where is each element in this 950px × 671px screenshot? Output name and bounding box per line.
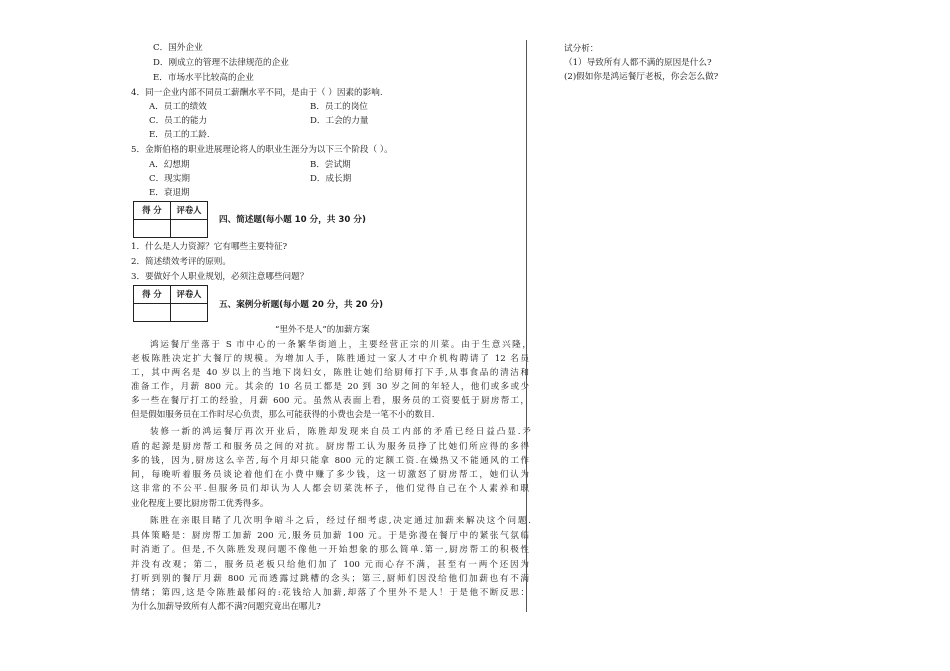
q4-option-a: A．员工的绩效 [149, 102, 207, 112]
score-label: 得 分 [134, 286, 171, 304]
section-4-question-1: 1．什么是人力资源？它有哪些主要特征? [131, 242, 288, 252]
q4-option-c: C．员工的能力 [149, 116, 208, 126]
case-line: 时消逝了。但是,不久陈胜发现问题不像他一开始想象的那么简单.第一,厨房帮工的积极性 [131, 545, 529, 555]
grader-cell [171, 220, 208, 238]
score-box [133, 285, 208, 322]
case-line: 准备工作，月薪 800 元。其余的 10 名员工都是 20 到 30 岁之间的年轻人，他们或多或少 [131, 382, 529, 392]
case-line: 具体策略是：厨房帮工加薪 200 元,服务员加薪 100 元。于是弥漫在餐厅中的紧张气氛临 [131, 531, 529, 541]
q5-stem: 5．金斯伯格的职业进展理论将人的职业生涯分为以下三个阶段（ ）。 [131, 145, 393, 155]
score-cell [134, 220, 171, 238]
case-line: 鸿运餐厅坐落于 S 市中心的一条繁华街道上，主要经营正宗的川菜。由于生意兴隆， [150, 340, 531, 350]
grader-label: 评卷人 [171, 286, 208, 304]
q5-option-e: E．衰退期 [149, 188, 190, 198]
case-line: 多的钱，因为,厨房这么辛苦,每个月却只能拿 800 元的定额工资.在燥热又不能通风的工作 [131, 456, 529, 466]
section-5-title: 五、案例分析题(每小题 20 分，共 20 分) [219, 300, 384, 310]
case-title: “里外不是人”的加薪方案 [275, 325, 370, 335]
case-line: 工，其中两名是 40 岁以上的当地下岗妇女，陈胜让她们给厨师打下手,从事食品的清洁和 [131, 368, 529, 378]
score-box [133, 201, 208, 238]
analysis-question-2: (2)假如你是鸿运餐厅老板，你会怎么做? [564, 72, 719, 82]
section-4-question-2: 2．简述绩效考评的原则。 [131, 257, 231, 267]
case-line: 但是假如服务员在工作时尽心负责，那么可能获得的小费也会是一笔不小的数目. [131, 410, 435, 420]
q3-option-d: D．刚成立的管理不法律规范的企业 [153, 58, 289, 68]
grader-label: 评卷人 [171, 202, 208, 220]
section-4-question-3: 3．要做好个人职业规划，必须注意哪些问题？ [131, 272, 309, 282]
case-line: 老板陈胜决定扩大餐厅的规模。为增加人手，陈胜通过一家人才中介机构聘请了 12 名员 [131, 354, 529, 364]
case-line: 业化程度上要比厨房帮工优秀得多。 [131, 499, 269, 509]
section-4-title: 四、简述题(每小题 10 分，共 30 分) [219, 215, 366, 225]
case-line: 打听到别的餐厅月薪 800 元而透露过跳槽的念头；第三,厨师们因没给他们加薪也有不满 [131, 574, 529, 584]
q5-option-d: D．成长期 [310, 174, 352, 184]
q3-option-e: E．市场水平比较高的企业 [153, 73, 254, 83]
q5-option-a: A．幻想期 [149, 160, 190, 170]
case-line: 情绪；第四,这是令陈胜最郁闷的:花钱给人加薪,却落了个里外不是人！于是他不断反思： [131, 588, 529, 598]
q5-option-b: B．尝试期 [310, 160, 351, 170]
case-line: 间，每晚听着服务员谈论着他们在小费中赚了多少钱，这一切激怒了厨房帮工，她们认为 [131, 470, 529, 480]
case-line: 这非常的不公平.但服务员们却认为人人都会切菜洗杯子，他们觉得自己在个人素养和职 [131, 484, 529, 494]
case-line: 陈胜在亲眼目睹了几次明争暗斗之后，经过仔细考虑,决定通过加薪来解决这个问题. [150, 516, 531, 526]
case-line: 装修一新的鸿运餐厅再次开业后，陈胜却发现来自员工内部的矛盾已经日益凸显.矛 [150, 427, 531, 437]
q3-option-c: C．国外企业 [153, 43, 203, 53]
column-divider [526, 40, 527, 612]
q5-option-c: C．现实期 [149, 174, 190, 184]
analysis-heading: 试分析： [564, 44, 599, 54]
case-line: 为什么加薪导致所有人都不满?问题究竟出在哪儿? [131, 602, 321, 612]
q4-option-d: D．工会的力量 [310, 116, 369, 126]
q4-stem: 4．同一企业内部不同员工薪酬水平不同，是由于（ ）因素的影响. [131, 88, 383, 98]
analysis-question-1: （1）导致所有人都不满的原因是什么? [564, 58, 712, 68]
case-line: 并没有改观；第二，服务员老板只给他们加了 100 元而心存不满，甚至有一两个还因为 [131, 560, 529, 570]
q4-option-b: B．员工的岗位 [310, 102, 368, 112]
case-line: 盾的起源是厨房帮工和服务员之间的对抗。厨房帮工认为服务员挣了比她们所应得的多得 [131, 442, 529, 452]
grader-cell [171, 304, 208, 322]
score-cell [134, 304, 171, 322]
q4-option-e: E．员工的工龄. [149, 130, 210, 140]
score-label: 得 分 [134, 202, 171, 220]
case-line: 多一些在餐厅打工的经验，月薪 600 元。虽然从表面上看，服务员的工资要低于厨房帮工， [131, 396, 529, 406]
